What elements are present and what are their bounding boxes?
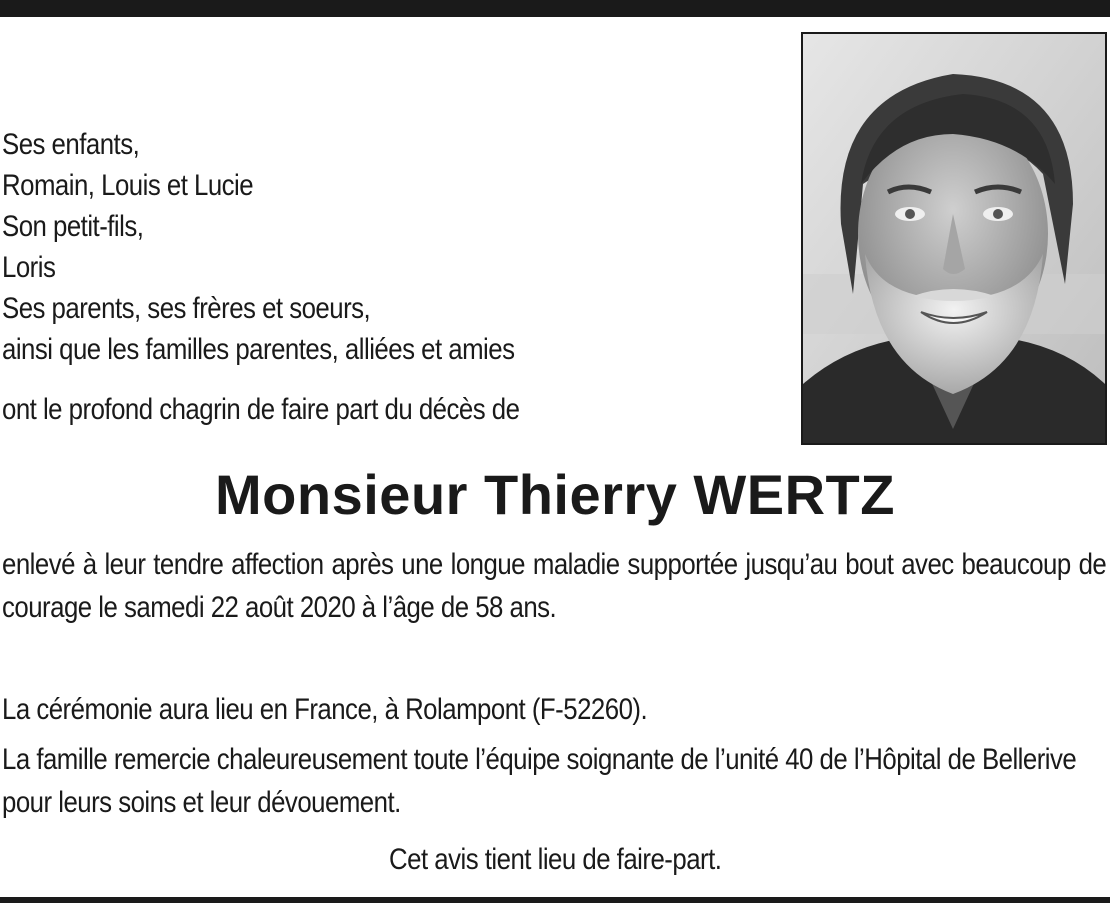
announcement-text: ont le profond chagrin de faire part du décès de bbox=[2, 393, 520, 426]
death-paragraph bbox=[2, 543, 1106, 629]
bottom-rule bbox=[0, 897, 1110, 903]
thanks-paragraph bbox=[2, 738, 1106, 824]
ceremony-paragraph-text: La cérémonie aura lieu en France, à Rolampont (F-52260). bbox=[2, 693, 648, 726]
portrait-illustration bbox=[803, 34, 1105, 443]
portrait-photo bbox=[801, 32, 1107, 445]
family-line: Romain, Louis et Lucie bbox=[2, 169, 254, 202]
closing-note-text: Cet avis tient lieu de faire-part. bbox=[388, 843, 722, 876]
death-paragraph-text: enlevé à leur tendre affection après une longue maladie supportée jusqu’au bout avec beaucoup de courage le samedi 22 août 2020 à l’âge de 58 ans. bbox=[2, 548, 1107, 624]
family-line: Ses enfants, bbox=[2, 128, 140, 161]
closing-note bbox=[0, 838, 1110, 881]
thanks-paragraph-text: La famille remercie chaleureusement toute l’équipe soignante de l’unité 40 de l’Hôpital de Bellerive pour leurs soins et leur dévouement. bbox=[2, 743, 1077, 819]
deceased-name: Monsieur Thierry WERTZ bbox=[215, 463, 895, 526]
family-line: ainsi que les familles parentes, alliées et amies bbox=[2, 333, 515, 366]
ceremony-paragraph bbox=[2, 688, 1106, 731]
top-rule bbox=[0, 0, 1110, 17]
family-line: Ses parents, ses frères et soeurs, bbox=[2, 292, 371, 325]
family-line: Son petit-fils, bbox=[2, 210, 144, 243]
family-line: Loris bbox=[2, 251, 56, 284]
family-list bbox=[2, 124, 673, 370]
